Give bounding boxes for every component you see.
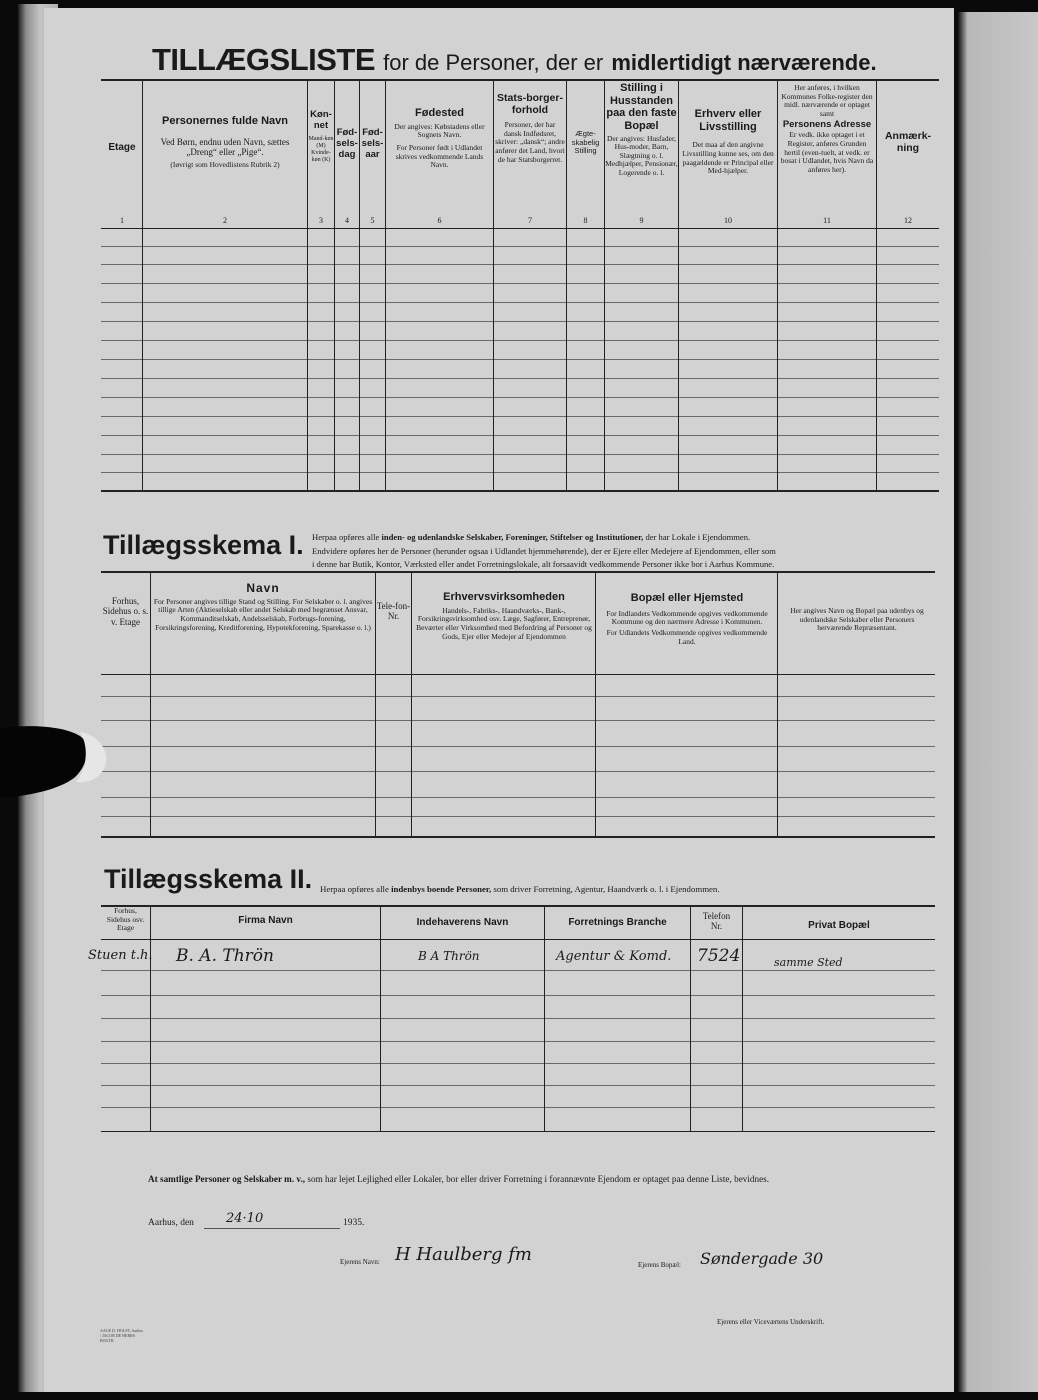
skema1-title: Tillægsskema I. [103, 530, 304, 560]
skema1-col-telefon: Tele-fon-Nr. [376, 601, 411, 622]
skema2-col-branche: Forretnings Branche [568, 917, 667, 928]
col-num: 12 [904, 216, 912, 225]
skema2-col-etage: Forhus, Sidehus osv. Etage [106, 906, 145, 933]
title-main: TILLÆGSLISTE [152, 42, 376, 77]
col-num: 2 [223, 216, 227, 225]
col-etage-header: Etage [108, 142, 136, 153]
skema2-title: Tillægsskema II. [104, 864, 313, 894]
skema2-col-telefon: Telefon Nr. [702, 911, 731, 932]
col-birthyear-header: Fød-sels-aar [361, 127, 384, 160]
title-rest: for de Personer, der er [383, 50, 604, 75]
row-firma: B. A. Thrön [176, 946, 274, 966]
col-name-header: Personernes fulde Navn Ved Børn, endnu uden Navn, sættes „Dreng“ eller „Pige“. (Iøvrigt som Hovedlistens Rubrik 2) [160, 115, 290, 170]
skema1-col-erhverv: Erhvervsvirksomheden Handels-, Fabriks-, Haandværks-, Bank-, Forsikringsvirksomhed osv. Læge, Sagfører, Entreprenør, Beværter eller Virksomhed med Befordring af Personer og Gods, Ejer eller Medejer af Ejendommen [416, 591, 592, 641]
col-num: 5 [370, 216, 375, 225]
col-remark-header: Anmærk-ning [884, 130, 932, 155]
skema1-intro: Herpaa opføres alle inden- og udenlandske Selskaber, Foreninger, Stiftelser og Institutioner, der har Lokale i Ejendommen. Endvidere opføres her de Personer (herunder ogsaa i Udlandet hjemmehørende), der er Ejere eller Medejere af Ejendommen, eller som i denne har Butik, Kontor, Værksted eller andet Forretningslokale, alt forsaavidt vedkommende Personer ikke bor i Aarhus Kommune. [312, 532, 776, 569]
date-line [204, 1228, 340, 1229]
col-sex-header: Køn-net Mand-køn (M) Kvinde-køn (K) [308, 109, 334, 163]
skema1-col-representant: Her angives Navn og Bopæl paa udenbys og udenlandske Selskaber eller Personers herværende Repræsentant. [790, 606, 924, 633]
col-num: 3 [319, 216, 323, 225]
col-birthday-header: Fød-sels-dag [336, 127, 358, 160]
title-emphasis: midlertidigt nærværende. [611, 50, 877, 75]
col-citizenship-header: Stats-borger-forhold Personer, der har dansk Indfødsret, skriver: „dansk“; andre anfører det Land, hvori de har Statsborgerret. [495, 92, 565, 164]
skema2-intro: Herpaa opføres alle indenbys boende Personer, som driver Forretning, Agentur, Haandværk o. l. i Ejendommen. [320, 884, 720, 894]
date-handwritten: 24·10 [226, 1211, 264, 1226]
row-telefon: 7524 [697, 946, 741, 966]
skema1-col-etage: Forhus, Sidehus o. s. v. Etage [102, 596, 149, 627]
row-etage: Stuen t.h. [88, 948, 153, 963]
col-num: 10 [724, 216, 732, 225]
col-num: 1 [120, 216, 124, 225]
col-num: 7 [528, 216, 532, 225]
page-title [152, 42, 877, 78]
col-marital-header: Ægte-skabelig Stilling [571, 129, 600, 156]
skema1-col-bopael: Bopæl eller Hjemsted For Indlandets Vedkommende opgives vedkommende Kommune og den nærmere Adresse i Kommunen. For Udlandets Vedkommende opgives vedkommende Land. [606, 592, 768, 646]
col-num: 9 [639, 216, 644, 225]
owner-name-label: Ejerens Navn: [340, 1258, 380, 1266]
col-occupation-header: Erhverv eller Livsstilling Det maa af den angivne Livsstilling kunne ses, om den paagældende er Principal eller Med-hjælper. [682, 108, 774, 176]
owner-signature: H Haulberg fm [395, 1244, 532, 1265]
col-num: 11 [823, 216, 831, 225]
year-label: 1935. [343, 1218, 365, 1228]
col-num: 8 [583, 216, 588, 225]
facing-page-edge [958, 12, 1038, 1392]
signature-label: Ejerens eller Viceværtens Underskrift. [717, 1318, 825, 1326]
skema2-col-firma: Firma Navn [238, 915, 293, 926]
skema1-col-navn: Navn For Personer angives tillige Stand og Stilling. For Selskaber o. l. angives tillige Arten (Aktieselskab eller andet Selskab med begrænset Ansvar, Kommanditselskab, Andelsselskab, Forbrugs-forening, Forsikringsforening, Kreditforening, Hypotekforening, Sparekasse o. l.) [153, 581, 373, 632]
col-household-header: Stilling i Husstanden paa den faste Bopæl Der angives: Husfader, Hus-moder, Barn, Slægtning o. l. Medhjælper, Pensionær, Logerende o. l. [605, 82, 678, 178]
owner-address-handwritten: Søndergade 30 [700, 1249, 824, 1268]
row-indehaver: B A Thrön [418, 949, 480, 963]
declaration-text: At samtlige Personer og Selskaber m. v., som har lejet Lejlighed eller Lokaler, bor eller driver Forretning i forannævnte Ejendom er optaget paa denne Liste, bevidnes. [148, 1174, 770, 1184]
row-branche: Agentur & Komd. [556, 949, 672, 964]
thumb-image [0, 722, 110, 802]
skema2-col-privat: Privat Bopæl [808, 920, 870, 931]
col-birthplace-header: Fødested Der angives: Købstadens eller Sognets Navn. For Personer født i Udlandet skrives vedkommende Lands Navn. [394, 107, 485, 170]
printer-mark: AAGE D. HOLST, Aarhus / JACOB DE HERRS BOGTR. [100, 1328, 143, 1343]
row-bopael: samme Sted [774, 956, 843, 969]
col-num: 4 [345, 216, 349, 225]
col-address-header: Her anføres, i hvilken Kommunes Folke-register den midl. nærværende er optaget samt Personens Adresse Er vedk. ikke optaget i et Register, anføres Grunden hertil (even-tuelt, at vedk. er bosat i Udlandet, hvis Navn da anføres her). [780, 83, 874, 174]
owner-address-label: Ejerens Bopæl: [638, 1261, 681, 1269]
skema2-col-indehaver: Indehaverens Navn [416, 917, 509, 928]
place-label: Aarhus, den [148, 1218, 194, 1228]
col-num: 6 [437, 216, 442, 225]
